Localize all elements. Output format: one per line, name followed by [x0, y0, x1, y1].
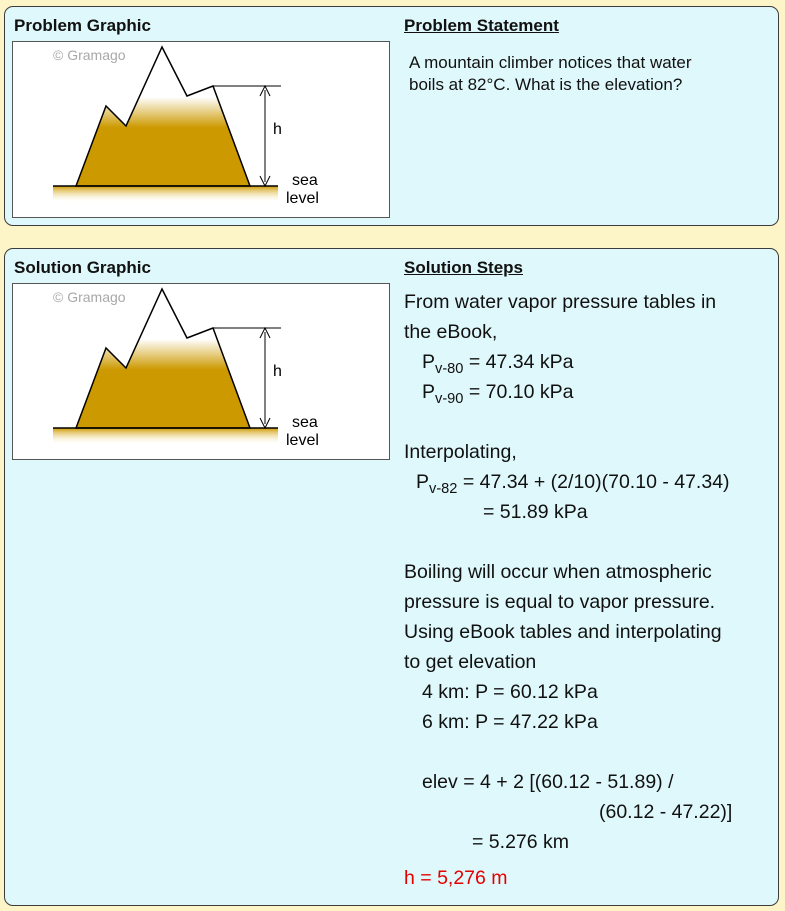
elev-result: = 5.276 km: [472, 831, 570, 853]
solution-graphic-heading: Solution Graphic: [14, 258, 151, 277]
step-text: Interpolating,: [404, 441, 517, 463]
pv90-line: [404, 377, 776, 407]
h-label: h: [273, 121, 282, 138]
watermark: © Gramago: [53, 47, 126, 63]
h-label: h: [273, 363, 282, 380]
pv82-value: = 47.34 + (2/10)(70.10 - 47.34): [457, 471, 730, 493]
pv82-symbol: P: [416, 471, 430, 493]
pv82-line: [404, 467, 776, 497]
pv80-subscript: v-80: [435, 361, 464, 378]
pv80-line: [404, 347, 776, 377]
blank-line: [404, 527, 776, 557]
step-text: Boiling will occur when atmospheric: [404, 561, 712, 583]
problem-statement: [409, 52, 692, 96]
blank-line: [404, 407, 776, 437]
problem-statement-heading: Problem Statement: [404, 16, 559, 35]
solution-panel: [4, 248, 779, 906]
step-text: the eBook,: [404, 321, 498, 343]
solution-steps: [404, 287, 776, 893]
pv90-symbol: P: [422, 381, 436, 403]
solution-graphic: [12, 283, 390, 460]
statement-line: A mountain climber notices that water: [409, 53, 692, 72]
elev-eq-2: (60.12 - 47.22)]: [599, 801, 733, 823]
pv90-value: = 70.10 kPa: [463, 381, 574, 403]
level-label: level: [286, 190, 319, 207]
ground-shade: [53, 186, 278, 202]
step-text: From water vapor pressure tables in: [404, 291, 717, 313]
sea-label: sea: [292, 172, 318, 189]
blank-line: [404, 737, 776, 767]
pv90-subscript: v-90: [435, 391, 464, 408]
step-text: Using eBook tables and interpolating: [404, 621, 722, 643]
ground-shade: [53, 428, 278, 444]
mountain-shape: [76, 289, 250, 428]
elev-eq-1: elev = 4 + 2 [(60.12 - 51.89) /: [422, 771, 674, 793]
step-text: to get elevation: [404, 651, 537, 673]
mountain-shape: [76, 47, 250, 186]
table-6km: 6 km: P = 47.22 kPa: [422, 711, 598, 733]
pv80-symbol: P: [422, 351, 436, 373]
problem-graphic-heading: Problem Graphic: [14, 16, 151, 35]
solution-steps-heading: Solution Steps: [404, 258, 523, 277]
statement-line: boils at 82°C. What is the elevation?: [409, 75, 683, 94]
sea-label: sea: [292, 414, 318, 431]
level-label: level: [286, 432, 319, 449]
pv80-value: = 47.34 kPa: [463, 351, 574, 373]
table-4km: 4 km: P = 60.12 kPa: [422, 681, 598, 703]
watermark: © Gramago: [53, 289, 126, 305]
pv82-result: = 51.89 kPa: [483, 501, 588, 523]
final-answer: h = 5,276 m: [404, 867, 508, 889]
problem-panel: [4, 6, 779, 226]
pv82-subscript: v-82: [429, 481, 458, 498]
problem-graphic: [12, 41, 390, 218]
step-text: pressure is equal to vapor pressure.: [404, 591, 716, 613]
